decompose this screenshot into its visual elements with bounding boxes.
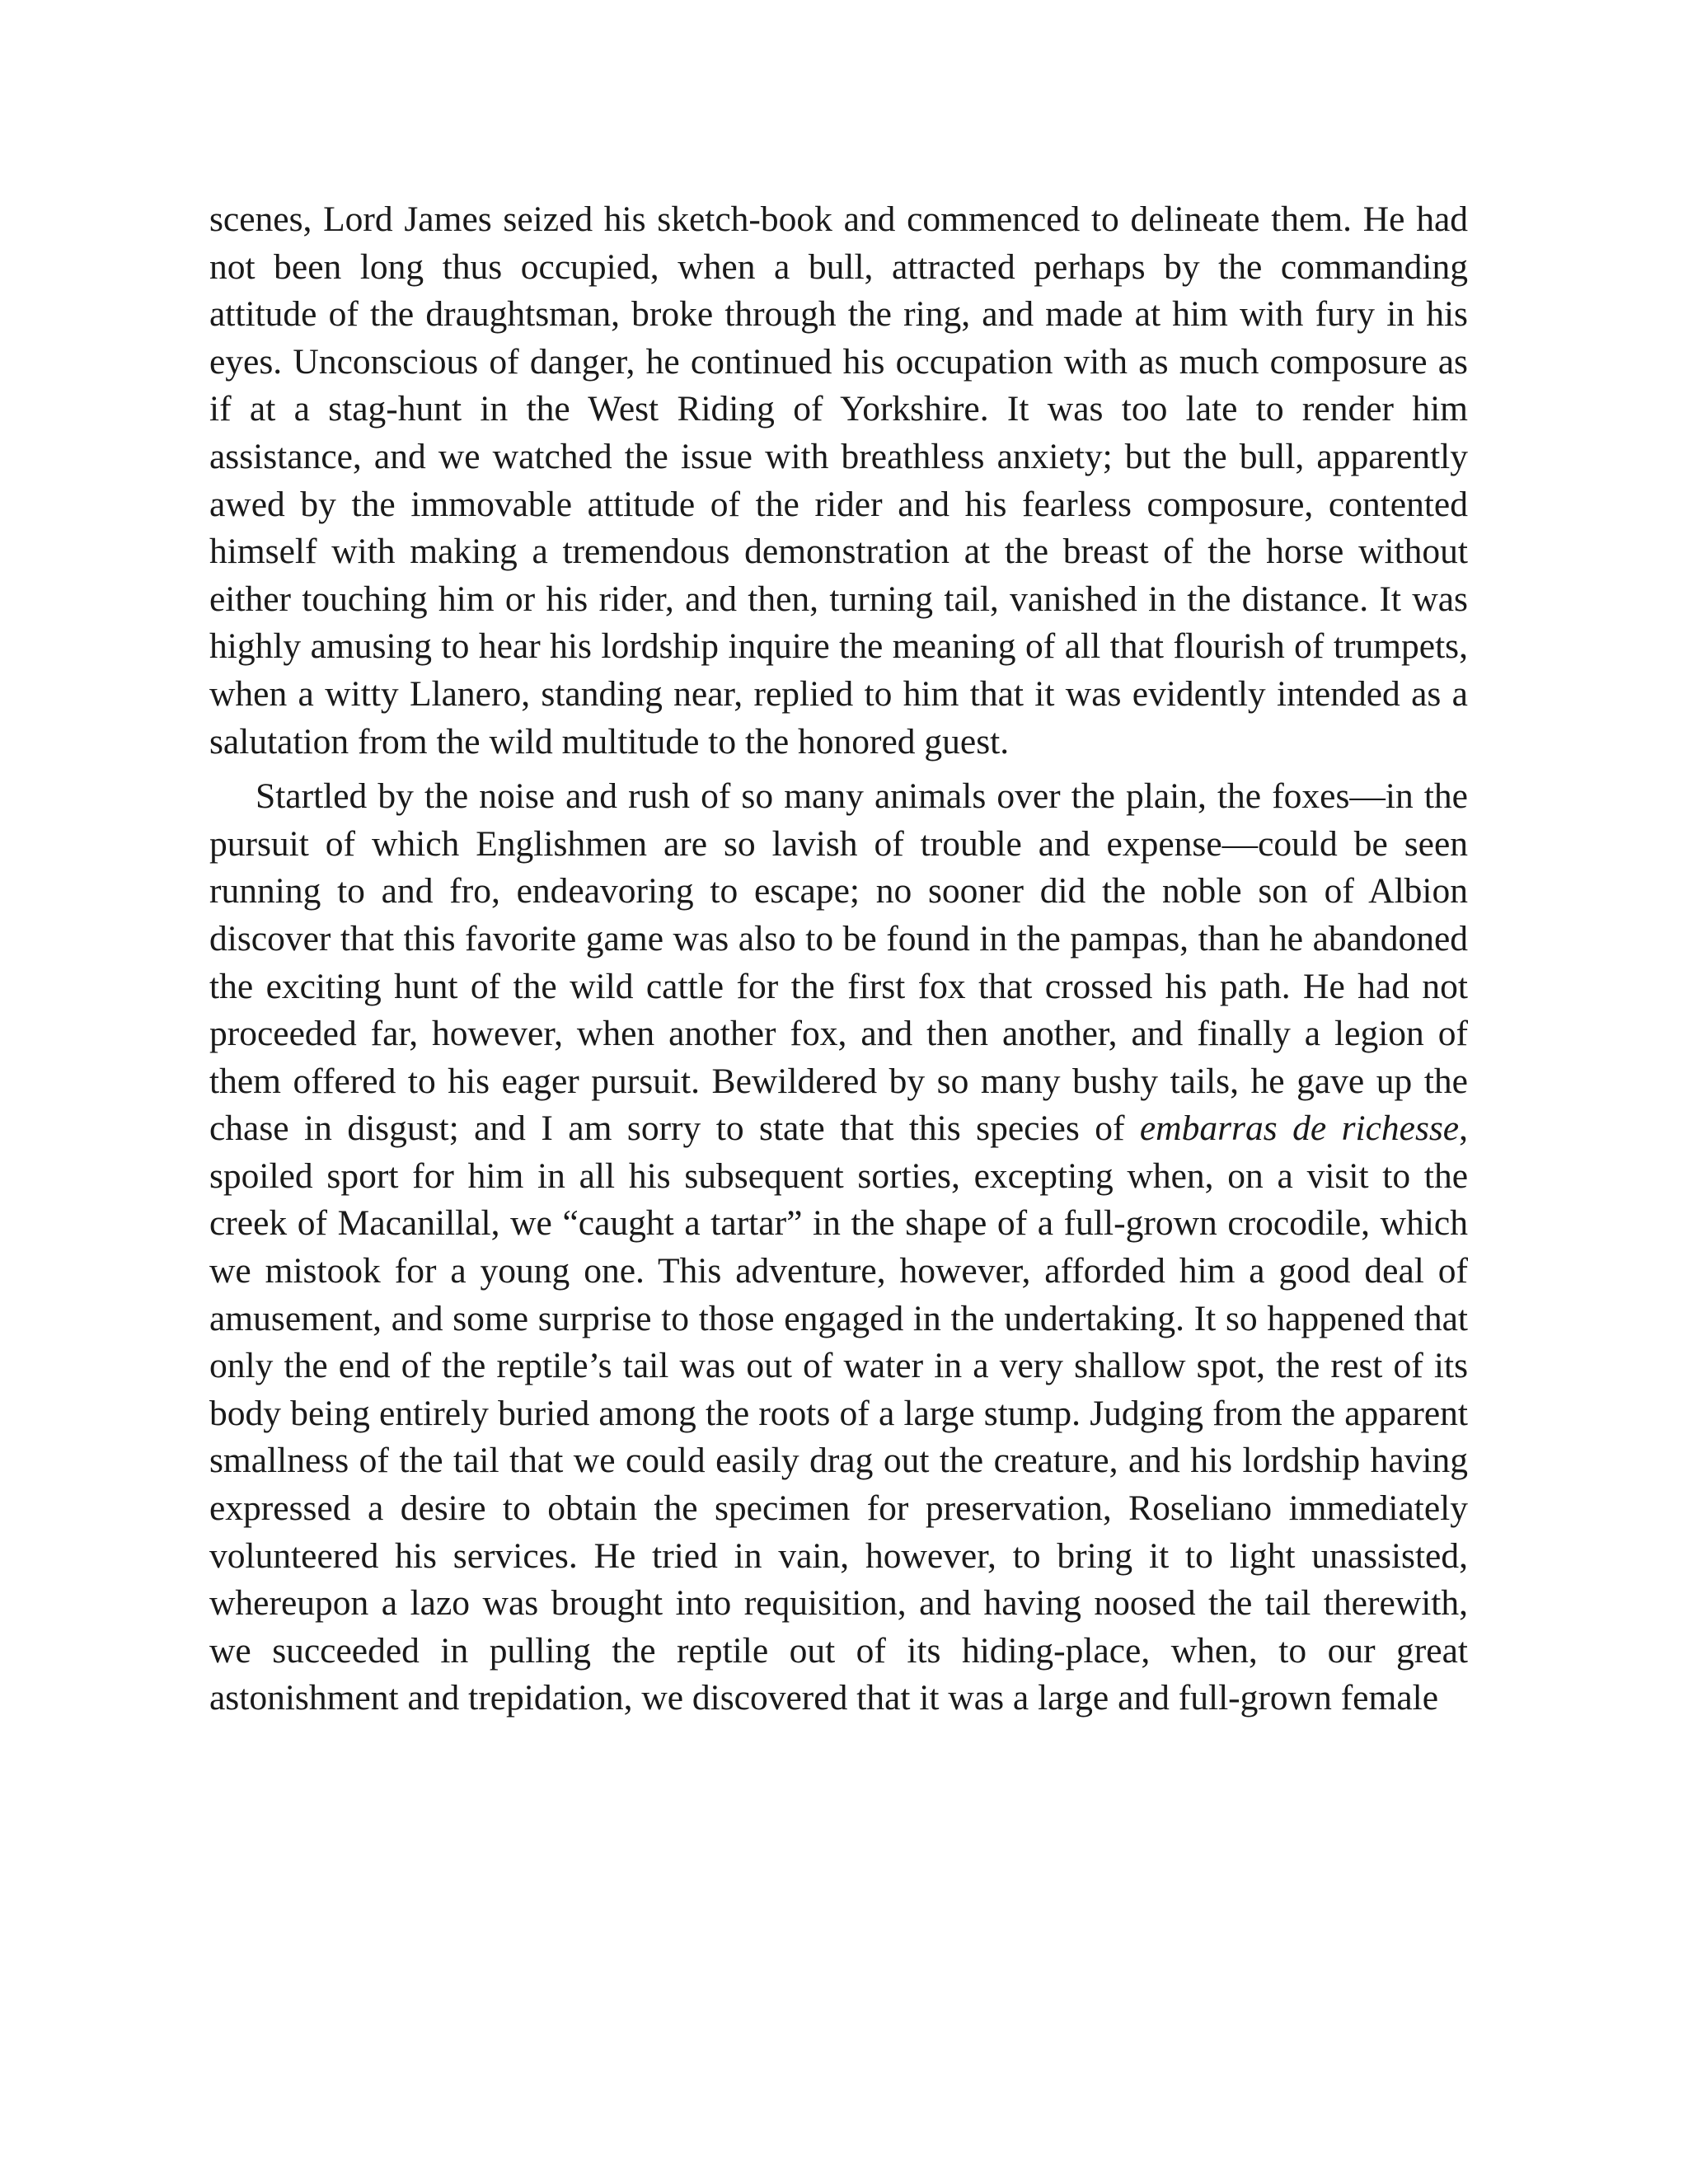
paragraph-2-italic-phrase: embarras de richesse [1139, 1108, 1460, 1149]
paragraph-2 [209, 773, 1468, 1722]
paragraph-2-text-part-2: , spoiled sport for him in all his subsequent sorties, excepting when, on a visit to the creek of Macanillal, we “caught a tartar” in the shape of a full-grown crocodile, which we mistook for a young one. This adventure, however, afforded him a good deal of amusement, and some surprise to those engaged in the undertaking. It so happened that only the end of the reptile’s tail was out of water in a very shallow spot, the rest of its body being entirely buried among the roots of a large stump. Judging from the apparent smallness of the tail that we could easily drag out the creature, and his lordship having expressed a desire to obtain the specimen for preservation, Roseliano immediately volunteered his services. He tried in vain, however, to bring it to light unassisted, whereupon a lazo was brought into requisition, and having noosed the tail therewith, we succeeded in pulling the reptile out of its hiding-place, when, to our great astonishment and trepidation, we discovered that it was a large and full-grown female [209, 1108, 1468, 1718]
paragraph-1-text: scenes, Lord James seized his sketch-book and commenced to delineate them. He had not been long thus occupied, when a bull, attracted perhaps by the commanding attitude of the draughtsman, broke through the ring, and made at him with fury in his eyes. Unconscious of danger, he continued his occupation with as much composure as if at a stag-hunt in the West Riding of Yorkshire. It was too late to render him assistance, and we watched the issue with breathless anxiety; but the bull, apparently awed by the immovable attitude of the rider and his fearless composure, contented himself with making a tremendous demonstration at the breast of the horse without either touching him or his rider, and then, turning tail, vanished in the distance. It was highly amusing to hear his lordship inquire the meaning of all that flourish of trumpets, when a witty Llanero, standing near, replied to him that it was evidently intended as a salutation from the wild multitude to the honored guest. [209, 199, 1468, 762]
body-text [209, 196, 1468, 1722]
paragraph-2-text-part-1: Startled by the noise and rush of so many animals over the plain, the foxes—in the pursuit of which Englishmen are so lavish of trouble and expense—could be seen running to and fro, endeavoring to escape; no sooner did the noble son of Albion discover that this favorite game was also to be found in the pampas, than he abandoned the exciting hunt of the wild cattle for the first fox that crossed his path. He had not proceeded far, however, when another fox, and then another, and finally a legion of them offered to his eager pursuit. Bewildered by so many bushy tails, he gave up the chase in disgust; and I am sorry to state that this species of [209, 776, 1468, 1149]
paragraph-1 [209, 196, 1468, 766]
